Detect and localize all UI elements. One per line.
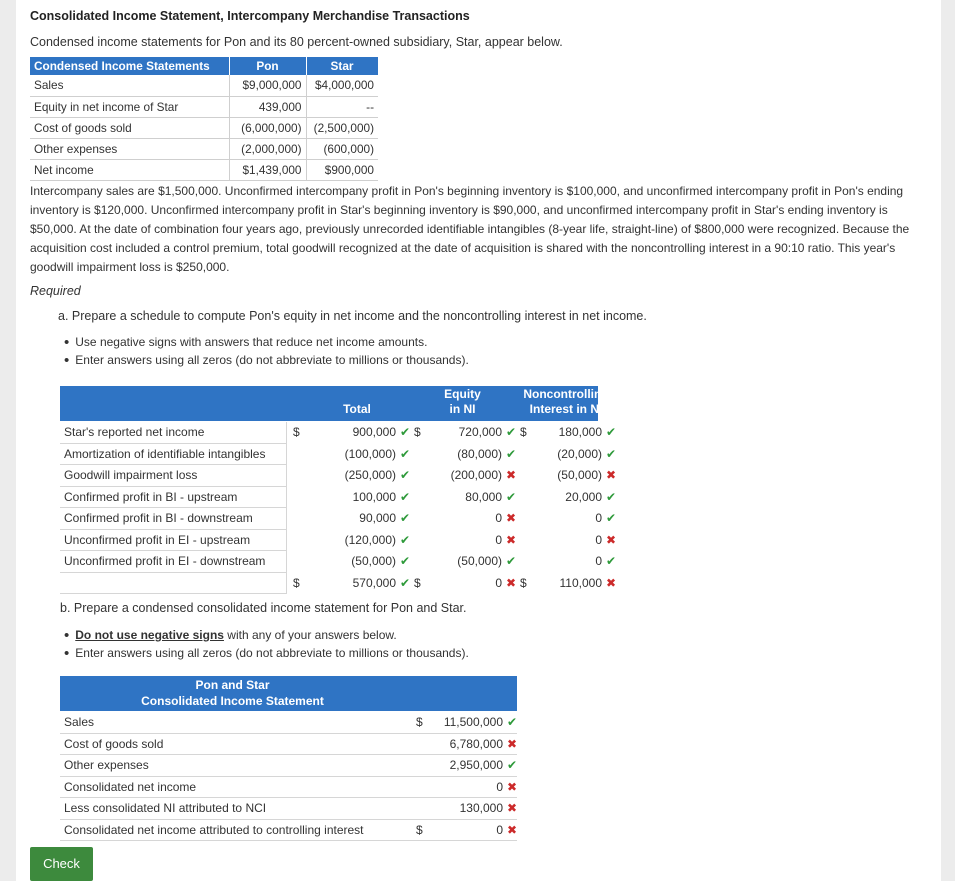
- equity-value: 0: [495, 511, 502, 525]
- equity-cell[interactable]: [412, 551, 516, 573]
- amount-value: 130,000: [459, 801, 503, 815]
- nci-cell[interactable]: [518, 444, 616, 466]
- amount-cell[interactable]: [405, 798, 517, 820]
- schedule-row: [60, 573, 617, 595]
- nci-value: 0: [595, 532, 602, 547]
- check-icon: ✔: [606, 489, 617, 504]
- nci-cell[interactable]: [518, 487, 616, 509]
- nci-value: 180,000: [558, 425, 602, 439]
- nci-cell[interactable]: [518, 573, 616, 595]
- row-label: Goodwill impairment loss: [60, 465, 287, 487]
- amount-cell[interactable]: [405, 734, 517, 756]
- check-icon: ✔: [606, 511, 617, 525]
- check-icon: ✔: [606, 446, 617, 461]
- table-header-row: [30, 57, 378, 75]
- equity-value: 720,000: [458, 425, 502, 439]
- nci-value: 0: [595, 511, 602, 525]
- row-label: Amortization of identifiable intangibles: [60, 444, 287, 466]
- total-cell[interactable]: [307, 573, 410, 595]
- col-header-total: Total: [343, 402, 371, 416]
- equity-cell[interactable]: [412, 487, 516, 509]
- row-label: Unconfirmed profit in EI - upstream: [60, 530, 287, 552]
- part-b-bullet: • Enter answers using all zeros (do not abbreviate to millions or thousands).: [64, 644, 469, 661]
- part-a-bullet: • Enter answers using all zeros (do not abbreviate to millions or thousands).: [64, 351, 469, 368]
- dollar-sign: $: [414, 575, 421, 590]
- check-icon: ✔: [506, 489, 517, 504]
- statement-header-line2: Consolidated Income Statement: [141, 694, 324, 708]
- statement-row: [60, 777, 517, 799]
- row-label: Cost of goods sold: [60, 734, 405, 756]
- amount-value: 6,780,000: [449, 736, 503, 751]
- check-icon: ✔: [400, 554, 411, 568]
- nci-value: 20,000: [565, 489, 602, 504]
- total-value: (250,000): [344, 468, 396, 482]
- equity-value: 0: [495, 532, 502, 547]
- total-value: 900,000: [352, 425, 396, 439]
- equity-cell[interactable]: [412, 573, 516, 595]
- statement-row: [60, 755, 517, 777]
- schedule-row: [60, 530, 617, 552]
- required-label: Required: [30, 284, 81, 298]
- total-value: (100,000): [344, 446, 396, 461]
- total-value: 570,000: [352, 575, 396, 590]
- part-a-prompt: a. Prepare a schedule to compute Pon's equity in net income and the noncontrolling interest in net income.: [58, 309, 647, 323]
- cross-icon: ✖: [606, 468, 617, 482]
- schedule-row: [60, 444, 617, 466]
- total-cell[interactable]: [307, 508, 410, 530]
- equity-cell[interactable]: [412, 444, 516, 466]
- check-button[interactable]: Check: [30, 847, 93, 881]
- schedule-row: [60, 551, 617, 573]
- cross-icon: ✖: [506, 511, 517, 525]
- amount-cell[interactable]: [405, 712, 517, 734]
- equity-value: 80,000: [465, 489, 502, 504]
- pon-value: $1,439,000: [229, 159, 306, 180]
- row-label: Sales: [30, 75, 229, 96]
- star-value: --: [306, 96, 378, 117]
- row-label: Star's reported net income: [60, 422, 287, 444]
- check-icon: ✔: [507, 758, 518, 772]
- cross-icon: ✖: [606, 575, 617, 590]
- check-icon: ✔: [400, 489, 411, 504]
- nci-value: 110,000: [559, 575, 602, 590]
- col-header-statement: Condensed Income Statements: [30, 57, 229, 75]
- cross-icon: ✖: [506, 468, 517, 482]
- total-cell[interactable]: [307, 487, 410, 509]
- row-label: Consolidated net income: [60, 777, 405, 799]
- cross-icon: ✖: [507, 801, 518, 815]
- check-icon: ✔: [400, 425, 411, 439]
- equity-value: (200,000): [450, 468, 502, 482]
- check-icon: ✔: [606, 554, 617, 568]
- equity-value: 0: [495, 575, 502, 590]
- bullet-emphasis: Do not use negative signs: [75, 628, 224, 642]
- cross-icon: ✖: [507, 779, 518, 794]
- star-value: $900,000: [306, 159, 378, 180]
- row-label: Less consolidated NI attributed to NCI: [60, 798, 405, 820]
- star-value: $4,000,000: [306, 75, 378, 96]
- equity-value: (50,000): [457, 554, 502, 568]
- nci-value: (20,000): [557, 446, 602, 461]
- cross-icon: ✖: [507, 822, 518, 837]
- total-cell[interactable]: [307, 530, 410, 552]
- statement-row: [60, 798, 517, 820]
- page-title: Consolidated Income Statement, Intercompany Merchandise Transactions: [30, 9, 470, 23]
- dollar-sign: $: [520, 575, 527, 590]
- intro-text: Condensed income statements for Pon and its 80 percent-owned subsidiary, Star, appear below.: [30, 35, 563, 49]
- table-row: [30, 96, 378, 117]
- schedule-row: [60, 422, 617, 444]
- check-icon: ✔: [400, 532, 411, 547]
- schedule-row: [60, 487, 617, 509]
- amount-cell[interactable]: [405, 755, 517, 777]
- amount-value: 11,500,000: [443, 715, 503, 729]
- amount-value: 2,950,000: [449, 758, 503, 772]
- row-label: [60, 573, 287, 595]
- check-icon: ✔: [507, 715, 518, 729]
- col-header-equity: Equity: [444, 387, 481, 401]
- dollar-sign: $: [416, 715, 423, 729]
- dollar-sign: $: [293, 575, 300, 590]
- equity-value: (80,000): [457, 446, 502, 461]
- total-value: (50,000): [351, 554, 396, 568]
- statement-header: [60, 676, 517, 711]
- check-icon: ✔: [506, 446, 517, 461]
- col-header-pon: Pon: [229, 57, 306, 75]
- nci-cell[interactable]: [518, 465, 616, 487]
- statement-row: [60, 734, 517, 756]
- total-cell[interactable]: [307, 465, 410, 487]
- row-label: Confirmed profit in BI - upstream: [60, 487, 287, 509]
- row-label: Sales: [60, 712, 405, 734]
- cross-icon: ✖: [507, 736, 518, 751]
- equity-cell[interactable]: [412, 422, 516, 444]
- check-icon: ✔: [400, 446, 411, 461]
- table-row: [30, 159, 378, 180]
- pon-value: (2,000,000): [229, 138, 306, 159]
- total-cell[interactable]: [307, 422, 410, 444]
- schedule-row: [60, 465, 617, 487]
- cross-icon: ✖: [606, 532, 617, 547]
- nci-cell[interactable]: [518, 551, 616, 573]
- row-label: Equity in net income of Star: [30, 96, 229, 117]
- dollar-sign: $: [416, 822, 423, 837]
- total-cell[interactable]: [307, 551, 410, 573]
- pon-value: $9,000,000: [229, 75, 306, 96]
- total-value: 90,000: [359, 511, 396, 525]
- table-row: [30, 75, 378, 96]
- cross-icon: ✖: [506, 575, 517, 590]
- condensed-income-table: [30, 57, 379, 181]
- row-label: Confirmed profit in BI - downstream: [60, 508, 287, 530]
- check-icon: ✔: [606, 425, 617, 439]
- total-cell[interactable]: [307, 444, 410, 466]
- check-icon: ✔: [506, 425, 517, 439]
- bullet-rest: with any of your answers below.: [223, 628, 397, 642]
- check-icon: ✔: [506, 554, 517, 568]
- equity-cell[interactable]: [412, 530, 516, 552]
- col-header-equity-sub: in NI: [449, 402, 476, 416]
- nci-cell[interactable]: [518, 422, 616, 444]
- dollar-sign: $: [293, 425, 300, 439]
- nci-cell[interactable]: [518, 508, 616, 530]
- row-label: Net income: [30, 159, 229, 180]
- amount-value: 0: [496, 822, 503, 837]
- table-row: [30, 117, 378, 138]
- check-icon: ✔: [400, 468, 411, 482]
- row-label: Other expenses: [60, 755, 405, 777]
- amount-cell[interactable]: [405, 820, 517, 842]
- nci-value: 0: [595, 554, 602, 568]
- row-label: Cost of goods sold: [30, 117, 229, 138]
- total-value: (120,000): [344, 532, 396, 547]
- part-a-bullet: • Use negative signs with answers that reduce net income amounts.: [64, 333, 427, 350]
- col-header-nci-sub: Interest in NI: [529, 402, 603, 416]
- pon-value: 439,000: [229, 96, 306, 117]
- amount-value: 0: [496, 779, 503, 794]
- row-label: Other expenses: [30, 138, 229, 159]
- page: [16, 0, 941, 881]
- schedule-row: [60, 508, 617, 530]
- statement-row: [60, 712, 517, 734]
- nci-value: (50,000): [557, 468, 602, 482]
- col-header-star: Star: [306, 57, 378, 75]
- statement-row: [60, 820, 517, 842]
- star-value: (600,000): [306, 138, 378, 159]
- amount-cell[interactable]: [405, 777, 517, 799]
- equity-cell[interactable]: [412, 508, 516, 530]
- pon-value: (6,000,000): [229, 117, 306, 138]
- statement-header-line1: Pon and Star: [195, 678, 270, 692]
- check-icon: ✔: [400, 511, 411, 525]
- check-icon: ✔: [400, 575, 411, 590]
- col-header-nci: Noncontrolling: [523, 387, 609, 401]
- part-b-prompt: b. Prepare a condensed consolidated income statement for Pon and Star.: [60, 601, 467, 615]
- dollar-sign: $: [520, 425, 527, 439]
- problem-paragraph: Intercompany sales are $1,500,000. Unconfirmed intercompany profit in Pon's beginning inventory is $100,000, and unconfirmed intercompany profit in Pon's ending inventory is $120,000. Unconfirmed intercompany profit in Star's beginning inventory is $90,000, and unconfirmed intercompany profit in Star's ending inventory is $50,000. At the date of combination four years ago, previously unrecorded identifiable intangibles (8-year life, straight-line) of $800,000 were recognized. Because the acquisition cost included a control premium, total goodwill recognized at the date of acquisition is shared with the noncontrolling interest in a 90:10 ratio. This year's goodwill impairment loss is $250,000.: [30, 184, 910, 274]
- star-value: (2,500,000): [306, 117, 378, 138]
- schedule-header: [60, 386, 609, 421]
- equity-cell[interactable]: [412, 465, 516, 487]
- row-label: Consolidated net income attributed to controlling interest: [60, 820, 405, 842]
- table-row: [30, 138, 378, 159]
- row-label: Unconfirmed profit in EI - downstream: [60, 551, 287, 573]
- nci-cell[interactable]: [518, 530, 616, 552]
- part-b-bullet: [64, 626, 397, 643]
- cross-icon: ✖: [506, 532, 517, 547]
- total-value: 100,000: [352, 489, 396, 504]
- dollar-sign: $: [414, 425, 421, 439]
